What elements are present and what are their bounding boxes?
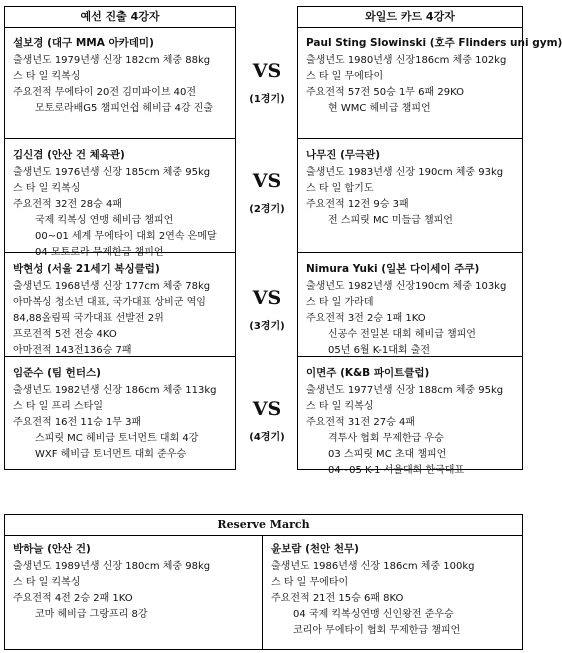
fighter-detail-line: 현 WMC 헤비급 챔피언	[328, 103, 431, 114]
fighter-detail-line: 전 스피릿 MC 미들급 챔피언	[328, 215, 453, 226]
left-column	[4, 6, 236, 470]
fighter-detail-line: 00~01 세계 무에타이 대회 2연속 은메달	[35, 231, 217, 242]
fighter-name: 나무진 (무극관)	[306, 149, 381, 161]
fighter-detail-line: 출생년도 1989년생 신장 180cm 체중 98kg	[13, 561, 211, 572]
vs-marker	[227, 398, 307, 443]
vs-marker	[227, 60, 307, 105]
fighter-detail-line: 출생년도 1977년생 신장 188cm 체중 95kg	[306, 385, 504, 396]
fighter-detail-line: 스 타 일 킥복싱	[13, 183, 81, 194]
left-fighter-card	[5, 27, 235, 139]
vs-label: VS	[252, 60, 282, 82]
vs-label: VS	[252, 170, 282, 192]
fighter-detail-line: 스 타 일 킥복싱	[13, 577, 81, 588]
fighter-detail-line: 신공수 전일본 대회 헤비급 챔피언	[328, 329, 476, 340]
fighter-name: 박하늘 (안산 건)	[13, 543, 91, 555]
fighter-detail-line: 아마복싱 청소년 대표, 국가대표 상비군 역임	[13, 297, 206, 308]
right-fighter-card	[298, 139, 522, 253]
fighter-detail-line: 스 타 일 킥복싱	[306, 401, 374, 412]
right-header: 와일드 카드 4강자	[298, 7, 522, 28]
fighter-detail-line: 스 타 일 무에타이	[306, 71, 384, 82]
fighter-detail-line: 04 모토로라 무제한급 챔피언	[35, 247, 164, 258]
vs-label: VS	[252, 398, 282, 420]
match-round-label: (4경기)	[249, 432, 285, 443]
fighter-detail-line: 출생년도 1982년생 신장 186cm 체중 113kg	[13, 385, 217, 396]
fighter-detail-line: 스 타 일 합기도	[306, 183, 374, 194]
fighter-detail-line: 격투사 협회 무제한급 우승	[328, 433, 444, 444]
fighter-detail-line: 주요전적 57전 50승 1무 6패 29KO	[306, 87, 464, 98]
reserve-right-fighter	[263, 535, 522, 649]
fighter-detail-line: 04 국제 킥복싱연맹 신인왕전 준우승	[293, 609, 454, 620]
fighter-detail-line: 스 타 일 킥복싱	[13, 71, 81, 82]
reserve-box	[4, 514, 523, 650]
fighter-detail-line: 출생년도 1980년생 신장186cm 체중 102kg	[306, 55, 507, 66]
fighter-detail-line: 주요전적 31전 27승 4패	[306, 417, 415, 428]
fighter-detail-line: 주요전적 16전 11승 1무 3패	[13, 417, 142, 428]
fighter-detail-line: 코마 헤비급 그랑프리 8강	[35, 609, 148, 620]
fighter-name: 박현성 (서울 21세기 복싱클럽)	[13, 263, 160, 275]
fighter-detail-line: 주요전적 3전 2승 1패 1KO	[306, 313, 426, 324]
fighter-detail-line: 주요전적 무에타이 20전 김미파이브 40전	[13, 87, 197, 98]
fighter-detail-line: 84,88올림픽 국가대표 선발전 2위	[13, 313, 164, 324]
left-fighter-card	[5, 139, 235, 258]
fighter-detail-line: 아마전적 143전136승 7패	[13, 345, 132, 356]
fighter-name: 설보경 (대구 MMA 아카데미)	[13, 37, 154, 49]
fighter-detail-line: 03 스피릿 MC 초대 챔피언	[328, 449, 447, 460]
reserve-title: Reserve March	[5, 515, 522, 536]
fighter-detail-line: 출생년도 1979년생 신장 182cm 체중 88kg	[13, 55, 211, 66]
fighter-detail-line: WXF 헤비급 토너먼트 대회 준우승	[35, 449, 187, 460]
fighter-detail-line: 주요전적 12전 9승 3패	[306, 199, 409, 210]
right-fighter-card	[298, 27, 562, 139]
fighter-detail-line: 출생년도 1968년생 신장 177cm 체중 78kg	[13, 281, 211, 292]
fighter-detail-line: 스 타 일 프리 스타일	[13, 401, 103, 412]
vs-marker	[227, 287, 307, 332]
right-fighter-card	[298, 253, 522, 357]
fighter-name: Paul Sting Slowinski (호주 Flinders uni gym)	[306, 37, 562, 49]
fighter-name: 김신겸 (안산 건 체육관)	[13, 149, 125, 161]
left-fighter-card	[5, 357, 235, 470]
left-fighter-card	[5, 253, 235, 357]
left-header: 예선 진출 4강자	[5, 7, 235, 28]
reserve-left-fighter	[5, 535, 262, 649]
right-fighter-card	[298, 357, 522, 476]
fighter-name: 임준수 (팀 헌터스)	[13, 367, 101, 379]
fighter-detail-line: 코리아 무에타이 협회 무제한급 챔피언	[293, 625, 461, 636]
vs-marker	[227, 170, 307, 215]
fighter-name: Nimura Yuki (일본 다이세이 주쿠)	[306, 263, 480, 275]
fighter-detail-line: 출생년도 1986년생 신장 186cm 체중 100kg	[271, 561, 475, 572]
fighter-detail-line: 국제 킥복싱 연맹 헤비급 챔피언	[35, 215, 174, 226]
fighter-detail-line: 주요전적 32전 28승 4패	[13, 199, 122, 210]
match-round-label: (1경기)	[249, 94, 285, 105]
fighter-detail-line: 스 타 일 무에타이	[271, 577, 349, 588]
fighter-detail-line: 출생년도 1982년생 신장190cm 체중 103kg	[306, 281, 507, 292]
fighter-detail-line: 주요전적 4전 2승 2패 1KO	[13, 593, 133, 604]
fighter-detail-line: 05년 6월 K-1대회 출전	[328, 345, 431, 356]
fighter-detail-line: 스 타 일 가라데	[306, 297, 374, 308]
fighter-detail-line: 출생년도 1983년생 신장 190cm 체중 93kg	[306, 167, 504, 178]
right-column	[297, 6, 562, 476]
fighter-detail-line: 스피릿 MC 헤비급 토너먼트 대회 4강	[35, 433, 199, 444]
fighter-name: 윤보람 (천안 천무)	[271, 543, 359, 555]
fighter-detail-line: 04~05 K-1 서울대회 한국대표	[328, 465, 465, 476]
fighter-name: 이면주 (K&B 파이트클럽)	[306, 367, 430, 379]
match-round-label: (3경기)	[249, 321, 285, 332]
fighter-detail-line: 프로전적 5전 전승 4KO	[13, 329, 117, 340]
fighter-detail-line: 모토로라배G5 챔피언쉽 헤비급 4강 진출	[35, 103, 214, 114]
vs-label: VS	[252, 287, 282, 309]
fighter-detail-line: 주요전적 21전 15승 6패 8KO	[271, 593, 404, 604]
fighter-detail-line: 출생년도 1976년생 신장 185cm 체중 95kg	[13, 167, 211, 178]
match-round-label: (2경기)	[249, 204, 285, 215]
